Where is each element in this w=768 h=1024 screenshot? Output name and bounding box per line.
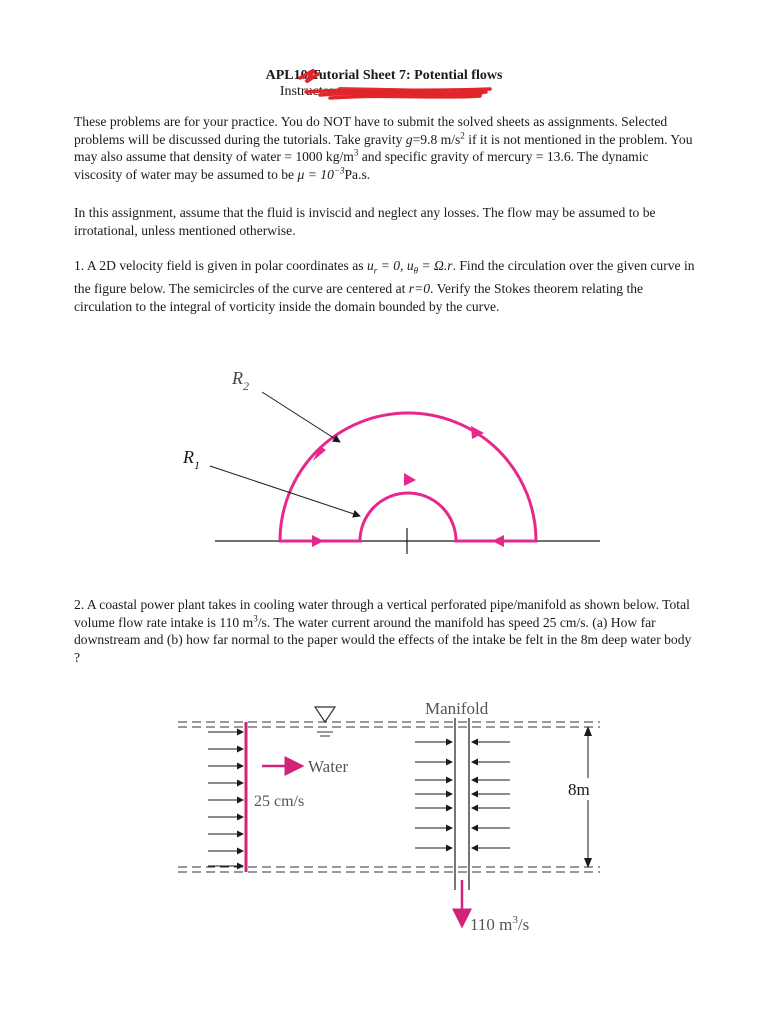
redaction-scribble [0, 0, 768, 110]
circulation-figure [0, 360, 768, 590]
assumption-paragraph: In this assignment, assume that the fluid is inviscid and neglect any losses. The flow may be assumed to be irrotational, unless mentioned otherwise. [74, 205, 656, 238]
upstream-arrows [208, 732, 243, 866]
leader-r2 [262, 392, 340, 442]
arrow-inner-top [404, 473, 416, 486]
manifold-label: Manifold [425, 699, 489, 718]
problem-1-text: 1. A 2D velocity field is given in polar coordinates as $u_r = 0$, $u_\theta = \Omega.r$. Find the circulation over the given curve in the figure below. The semicircles of the curve are centered at r=0. Verify the Stokes theorem relating the circulation to the integral of vorticity inside the domain bounded by the curve. [74, 258, 695, 314]
sheet-title: APL10 Tutorial Sheet 7: Potential flows [265, 68, 503, 83]
manifold-inflow-arrows [415, 742, 510, 848]
arrow-bottom-left [312, 535, 324, 547]
manifold-figure [0, 690, 768, 950]
water-label: Water [308, 757, 349, 776]
instructor-line: Instructor: [279, 84, 339, 99]
water-level-symbol [315, 707, 335, 722]
speed-label: 25 cm/s [254, 793, 305, 810]
arrow-bottom-right [492, 535, 504, 547]
problem-2-text: 2. A coastal power plant takes in cooling water through a vertical perforated pipe/manifold as shown below. Total volume flow rate intake is 110 $m^3/s$. The water current around the manifold has speed 25 cm/s. (a) How far downstream and (b) how far normal to the paper would the effects of the intake be felt in the 8m deep water body ? [74, 597, 692, 665]
label-r2: $R_2$ [232, 368, 249, 393]
label-r1: $R_1$ [183, 447, 200, 472]
intro-paragraph: These problems are for your practice. You do NOT have to submit the solved sheets as assignments. Selected problems will be discussed during the tutorials. Take gravity g=9.8 $m/s^2$ if it is not mentioned in the problem. You may also assume that density of water = 1000 $kg/m^3$ and specific gravity of mercury = 13.6. The dynamic viscosity of water may be assumed to be $\mu = 10^{-3}Pa.s$. [74, 114, 693, 182]
depth-label: 8m [568, 780, 590, 799]
flow-rate-label: 110 $m^3/s$ [470, 914, 530, 934]
